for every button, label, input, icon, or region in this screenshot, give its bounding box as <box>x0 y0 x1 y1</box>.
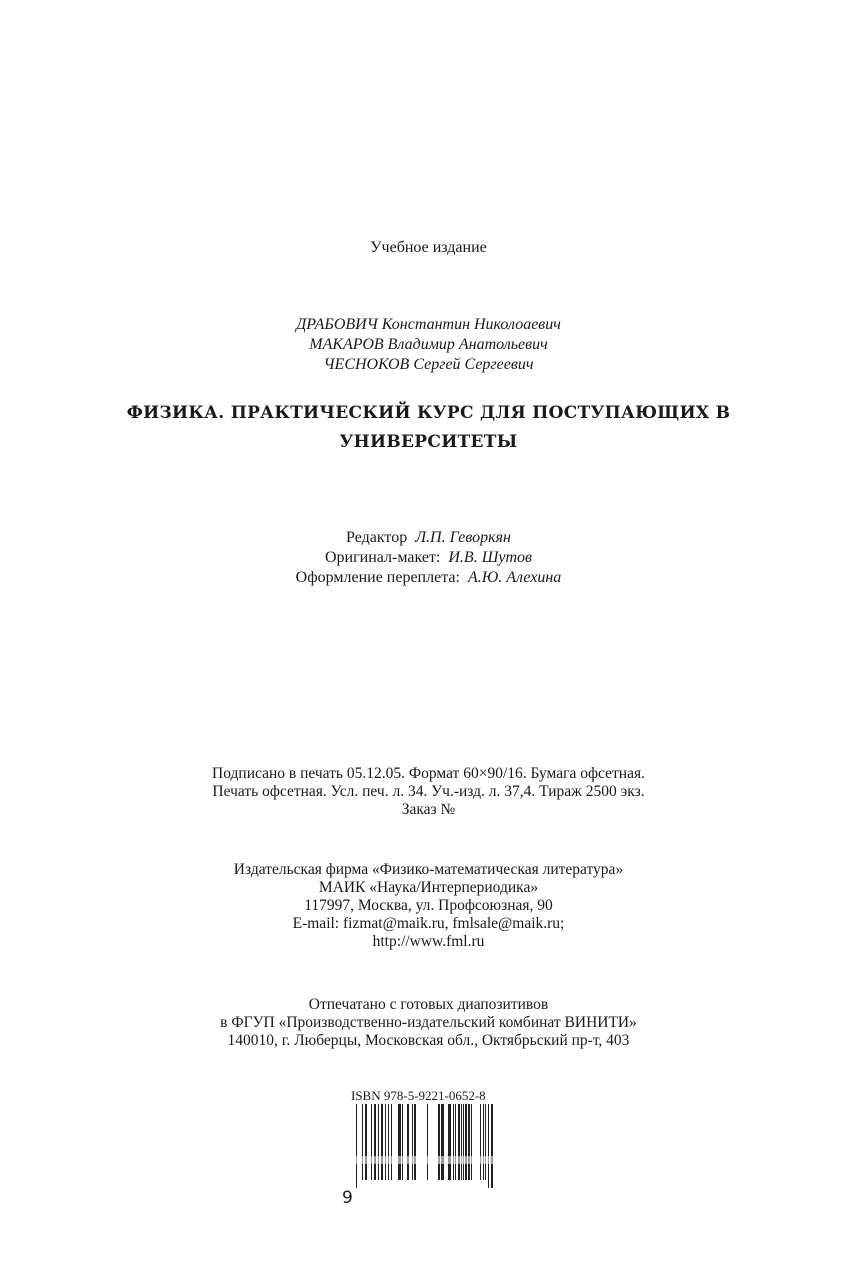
credit-role: Оригинал-макет: <box>324 549 441 566</box>
publisher-line: Издательская фирма «Физико-математическая литература» <box>233 861 624 878</box>
publisher-line: МАИК «Наука/Интерпериодика» <box>318 879 539 896</box>
author-surname: МАКАРОВ <box>309 336 384 353</box>
publisher-email: E-mail: fizmat@maik.ru, fmlsale@maik.ru; <box>292 915 565 932</box>
author-line <box>0 315 857 335</box>
credit-line-layout <box>0 548 857 568</box>
print-info-line: Подписано в печать 05.12.05. Формат 60×90/16. Бумага офсетная. <box>212 765 645 782</box>
order-number-line: Заказ № <box>401 801 456 818</box>
edition-type: Учебное издание <box>370 239 487 256</box>
credit-role: Редактор <box>346 529 408 546</box>
barcode-icon <box>342 1104 498 1188</box>
credit-line-editor <box>0 528 857 548</box>
credit-role: Оформление переплета: <box>295 569 460 586</box>
author-line <box>0 355 857 375</box>
credit-person: А.Ю. Алехина <box>467 569 562 586</box>
book-title-line-2: УНИВЕРСИТЕТЫ <box>339 432 518 452</box>
printer-line: Отпечатано с готовых диапозитивов <box>308 996 549 1013</box>
author-line <box>0 335 857 355</box>
credit-person: Л.П. Геворкян <box>415 529 511 546</box>
isbn-label: ISBN 978-5-9221-0652-8 <box>351 1088 486 1103</box>
book-title-line-1: ФИЗИКА. ПРАКТИЧЕСКИЙ КУРС ДЛЯ ПОСТУПАЮЩИХ В <box>126 403 731 423</box>
author-surname: ДРАБОВИЧ <box>296 316 378 333</box>
author-surname: ЧЕСНОКОВ <box>323 356 410 373</box>
printer-address: 140010, г. Люберцы, Московская обл., Октябрьский пр-т, 403 <box>227 1032 630 1049</box>
isbn-barcode <box>342 1104 498 1210</box>
barcode-digit: 9 <box>342 1188 353 1208</box>
credit-person: И.В. Шутов <box>448 549 532 566</box>
publisher-address: 117997, Москва, ул. Профсоюзная, 90 <box>304 897 553 914</box>
publisher-website: http://www.fml.ru <box>372 933 485 950</box>
author-given-names: Сергей Сергеевич <box>413 356 534 373</box>
print-info-line: Печать офсетная. Усл. печ. л. 34. Уч.-изд. л. 37,4. Тираж 2500 экз. <box>212 783 645 800</box>
credit-line-cover <box>0 568 857 588</box>
author-given-names: Константин Николоаевич <box>381 316 561 333</box>
author-given-names: Владимир Анатольевич <box>387 336 548 353</box>
printer-line: в ФГУП «Производственно-издательский комбинат ВИНИТИ» <box>220 1014 637 1031</box>
